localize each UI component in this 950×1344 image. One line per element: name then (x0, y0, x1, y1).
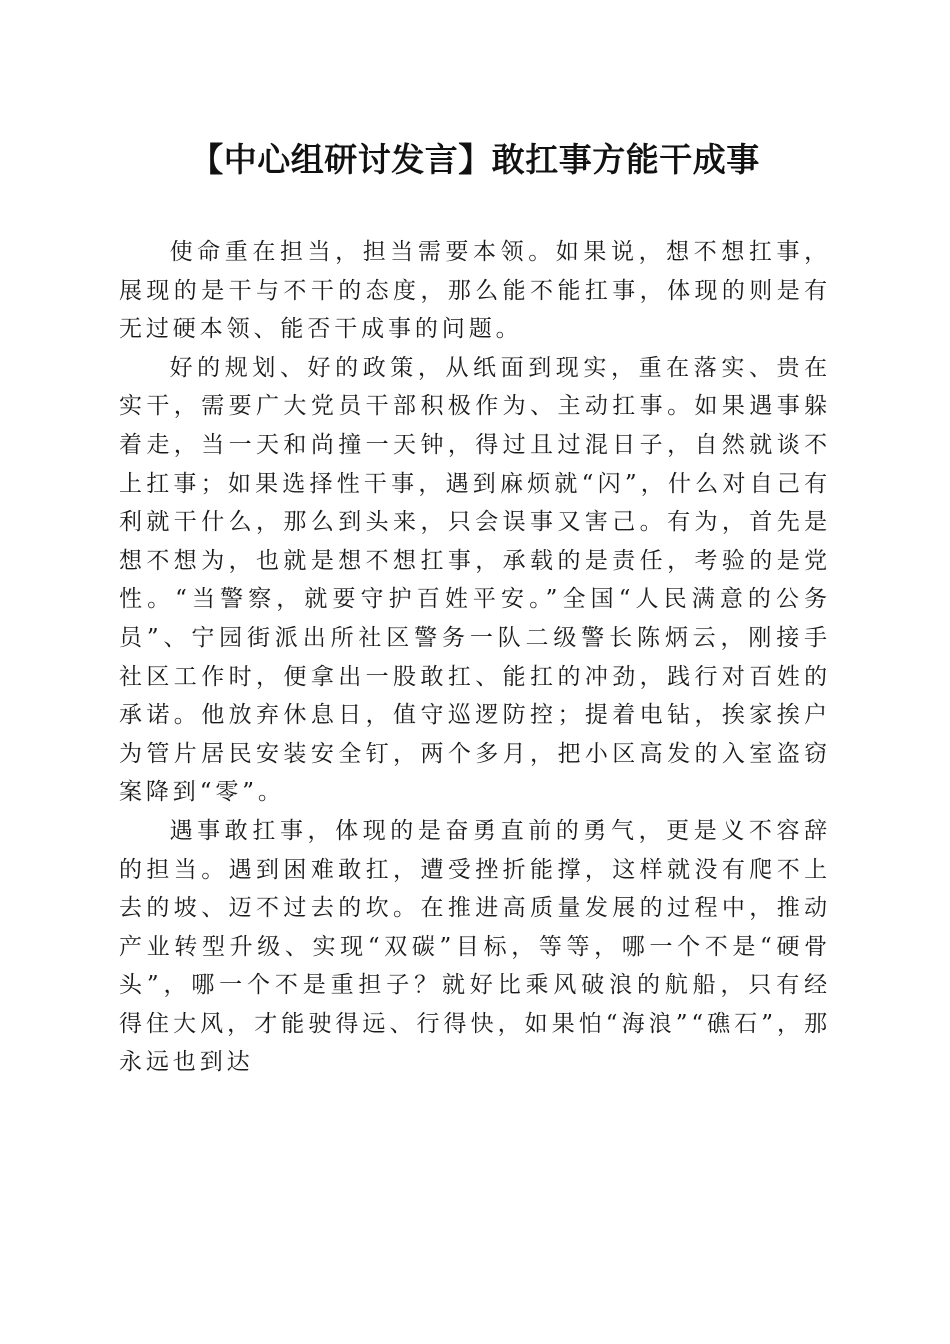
document-title: 【中心组研讨发言】敢扛事方能干成事 (190, 140, 760, 179)
paragraph-3: 遇事敢扛事，体现的是奋勇直前的勇气，更是义不容辞的担当。遇到困难敢扛，遭受挫折能撑，这样就没有爬不上去的坡、迈不过去的坎。在推进高质量发展的过程中，推动产业转型升级、实现“双碳”目标，等等，哪一个不是“硬骨头”，哪一个不是重担子？就好比乘风破浪的航船，只有经得住大风，才能驶得远、行得快，如果怕“海浪”“礁石”，那永远也到达 (119, 817, 831, 1076)
document-body (119, 233, 831, 1082)
paragraph-2: 好的规划、好的政策，从纸面到现实，重在落实、贵在实干，需要广大党员干部积极作为、主动扛事。如果遇事躲着走，当一天和尚撞一天钟，得过且过混日子，自然就谈不上扛事；如果选择性干事，遇到麻烦就“闪”，什么对自己有利就干什么，那么到头来，只会误事又害己。有为，首先是想不想为，也就是想不想扛事，承载的是责任，考验的是党性。“当警察，就要守护百姓平安。”全国“人民满意的公务员”、宁园街派出所社区警务一队二级警长陈炳云，刚接手社区工作时，便拿出一股敢扛、能扛的冲劲，践行对百姓的承诺。他放弃休息日，值守巡逻防控；提着电钻，挨家挨户为管片居民安装安全钉，两个多月，把小区高发的入室盗窃案降到“零”。 (119, 354, 831, 806)
paragraph-1: 使命重在担当，担当需要本领。如果说，想不想扛事，展现的是干与不干的态度，那么能不能扛事，体现的则是有无过硬本领、能否干成事的问题。 (119, 239, 831, 343)
